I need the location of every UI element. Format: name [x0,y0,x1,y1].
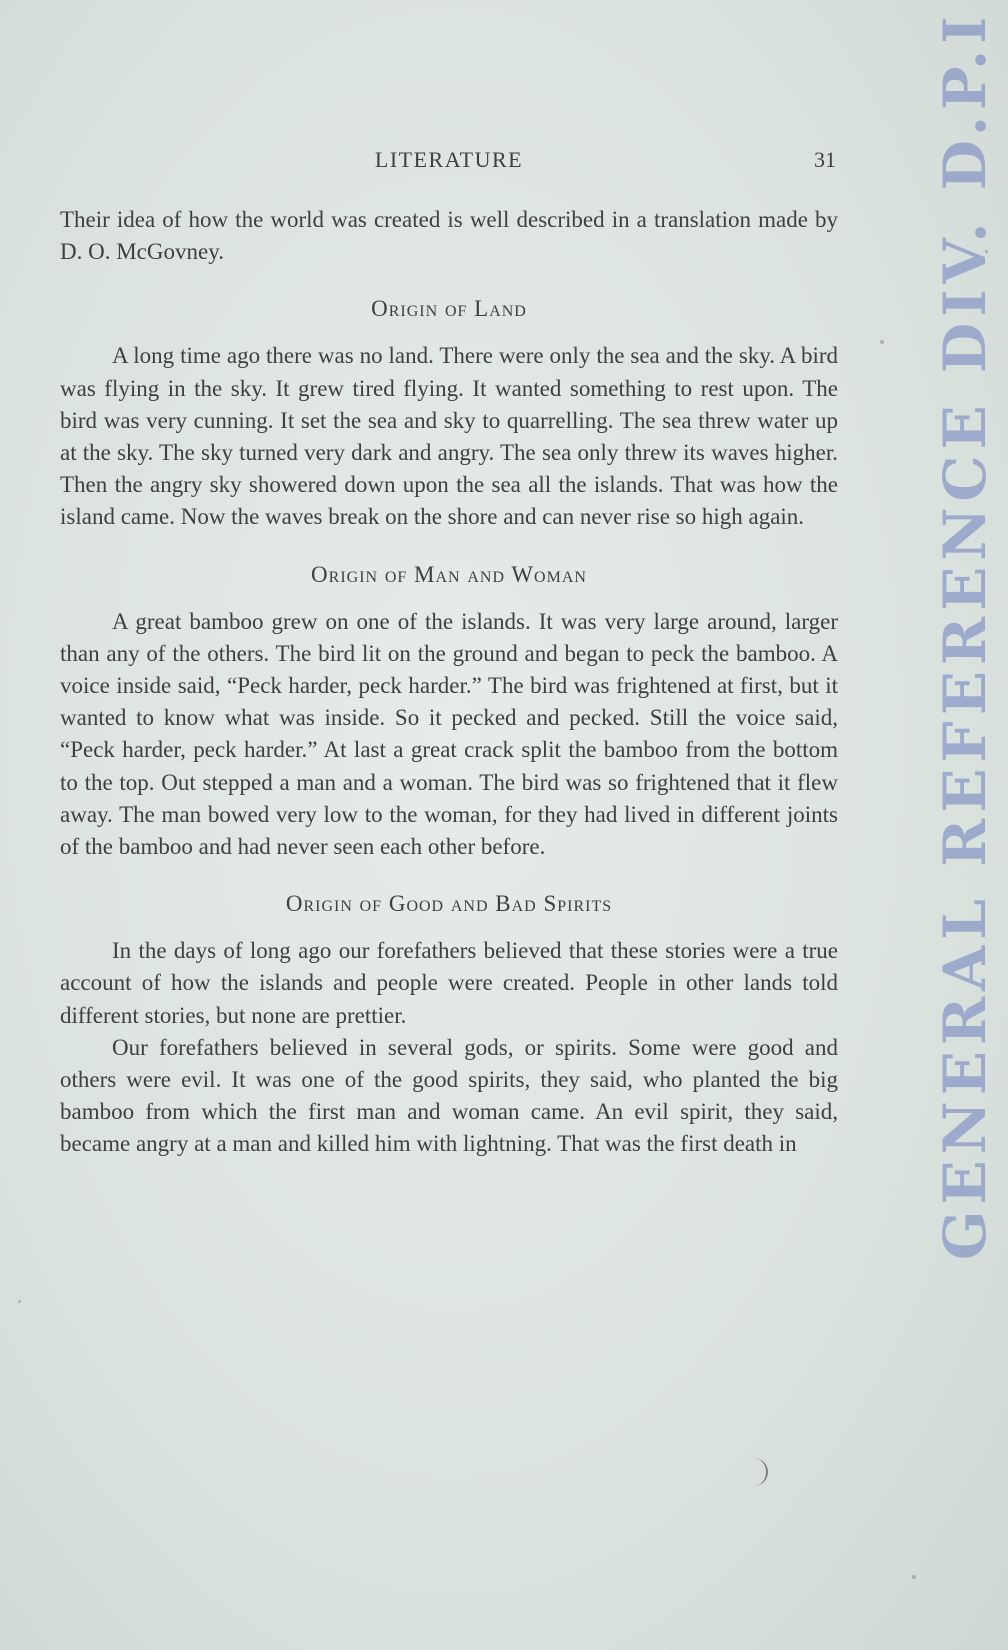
paper-speck [18,1300,21,1303]
paragraph-spirits-1: In the days of long ago our forefathers believed that these stories were a true account of how the islands and people were created. People in other lands told different stories, but none are prettier. [60,938,838,1028]
library-stamp: GENERAL REFERENCE DIV. D.P.I [931,10,999,1260]
paper-speck [880,340,884,344]
section-heading-origin-of-spirits: Origin of Good and Bad Spirits [285,891,613,917]
paragraph-origin-of-man-and-woman: A great bamboo grew on one of the islands. It was very large around, larger than any of the others. The bird lit on the ground and began to peck the bamboo. A voice inside said, “Peck harder, peck harder.” The bird was frightened at first, but it wanted to know what was inside. So it pecked and pecked. Still the voice said, “Peck harder, peck harder.” At last a great crack split the bamboo from the bottom to the top. Out stepped a man and a woman. The bird was so frightened that it flew away. The man bowed very low to the woman, for they had lived in different joints of the bamboo and had never seen each other before. [60,608,838,860]
intro-paragraph: Their idea of how the world was created is well described in a translation made by D. O. McGovney. [60,207,838,265]
running-head [60,140,838,174]
page-number: 31 [814,147,836,172]
paragraph-spirits-2: Our forefathers believed in several gods, or spirits. Some were good and others were evil. It was one of the good spirits, they said, who planted the big bamboo from which the first man and woman came. An evil spirit, they said, became angry at a man and killed him with lightning. That was the first death in [60,1034,838,1157]
paper-speck [912,1575,916,1579]
page-text [60,140,838,1161]
pencil-mark [752,1458,768,1486]
section-heading-origin-of-man-and-woman: Origin of Man and Woman [311,561,587,587]
running-title: LITERATURE [374,147,524,172]
paper-speck [985,250,988,253]
paragraph-origin-of-land: A long time ago there was no land. There were only the sea and the sky. A bird was flying in the sky. It grew tired flying. It wanted something to rest upon. The bird was very cunning. It set the sea and sky to quarrelling. The sea threw water up at the sky. The sky turned very dark and angry. The sea only threw its waves higher. Then the angry sky showered down upon the sea all the islands. That was how the island came. Now the waves break on the shore and can never rise so high again. [60,343,838,530]
section-heading-origin-of-land: Origin of Land [371,296,527,322]
